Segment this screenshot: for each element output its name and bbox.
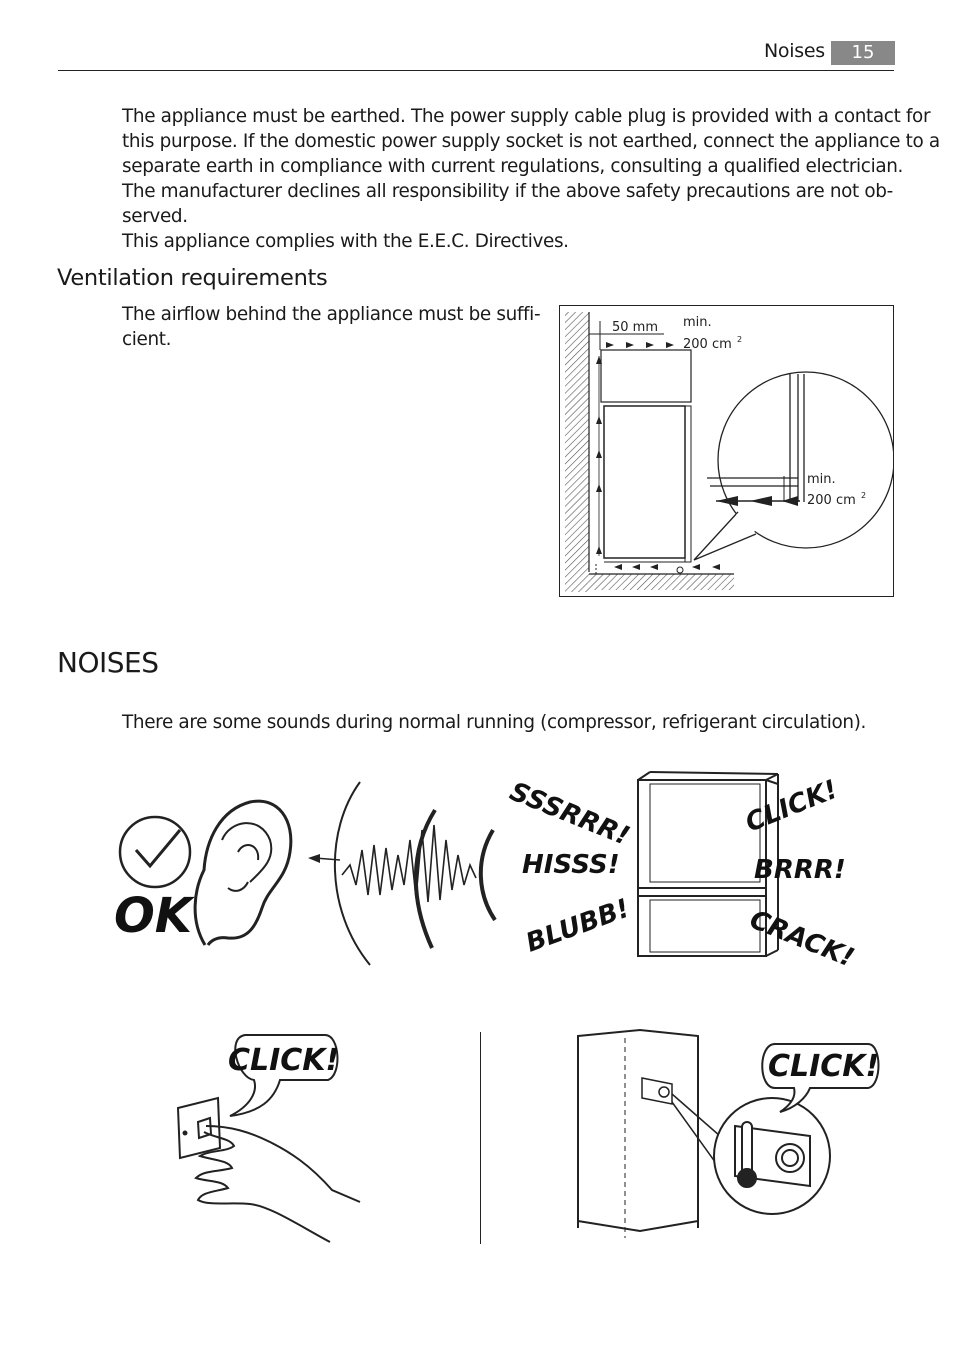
thermostat-knob-icon <box>642 1078 672 1104</box>
ventilation-heading: Ventilation requirements <box>57 265 328 291</box>
noises-heading: NOISES <box>57 646 159 679</box>
sound-sssrrr: SSSRRR! <box>505 776 634 852</box>
paragraph-line: this purpose. If the domestic power supply socket is not earthed, connect the appliance to a <box>122 131 940 152</box>
ventilation-figure <box>559 305 894 597</box>
illustration-divider <box>480 1032 481 1244</box>
wall-switch-icon <box>178 1098 220 1158</box>
header-section-title: Noises <box>764 40 825 62</box>
paragraph-line: separate earth in compliance with current regulations, consulting a qualified electrician. <box>122 156 904 177</box>
switch-click-label: CLICK! <box>228 1043 340 1078</box>
sound-blubb: BLUBB! <box>522 893 634 959</box>
airflow-arrows-bottom <box>614 564 720 570</box>
check-circle-icon <box>120 817 190 887</box>
earthing-paragraph <box>122 104 940 254</box>
thermostat-click-label: CLICK! <box>768 1049 880 1084</box>
sound-click: CLICK! <box>741 774 843 839</box>
zoom-circle <box>714 1098 830 1214</box>
top-area-label-line1: min. <box>683 315 712 330</box>
noises-text: There are some sounds during normal running (compressor, refrigerant circulation). <box>122 712 867 733</box>
thermostat-illustration <box>570 1026 890 1258</box>
bottom-area-label-line1: min. <box>807 472 836 487</box>
paragraph-line: The appliance must be earthed. The power supply cable plug is provided with a contact for <box>122 106 931 127</box>
appliance-cabinet-icon <box>578 1030 698 1238</box>
floor-hatch <box>589 574 734 590</box>
ventilation-text <box>122 302 540 352</box>
paragraph-line: The airflow behind the appliance must be suffi- <box>122 304 541 325</box>
bottom-area-superscript: 2 <box>861 491 867 500</box>
paragraph-line: cient. <box>122 329 172 350</box>
ear-icon <box>195 801 291 945</box>
paragraph-line: The manufacturer declines all responsibility if the above safety precautions are not ob- <box>122 181 893 202</box>
top-area-label-line2: 200 cm <box>683 337 732 352</box>
sound-wave-icon <box>308 782 495 965</box>
checkmark-icon <box>136 830 180 866</box>
noise-illustration <box>110 770 860 980</box>
sound-crack: CRACK! <box>745 904 859 974</box>
ok-label: OK <box>114 888 192 944</box>
header-rule <box>58 70 894 71</box>
bottom-area-label-line2: 200 cm <box>807 493 856 508</box>
gap-label: 50 mm <box>612 320 659 335</box>
sound-hisss: HISSS! <box>522 850 620 880</box>
airflow-arrows-top <box>606 342 674 348</box>
switch-illustration <box>170 1030 370 1250</box>
top-area-superscript: 2 <box>737 335 743 344</box>
sound-brrr: BRRR! <box>754 855 846 885</box>
page-number: 15 <box>831 41 895 65</box>
wall-hatch <box>565 312 589 592</box>
paragraph-line: served. <box>122 206 188 227</box>
paragraph-line: This appliance complies with the E.E.C. Directives. <box>122 231 569 252</box>
